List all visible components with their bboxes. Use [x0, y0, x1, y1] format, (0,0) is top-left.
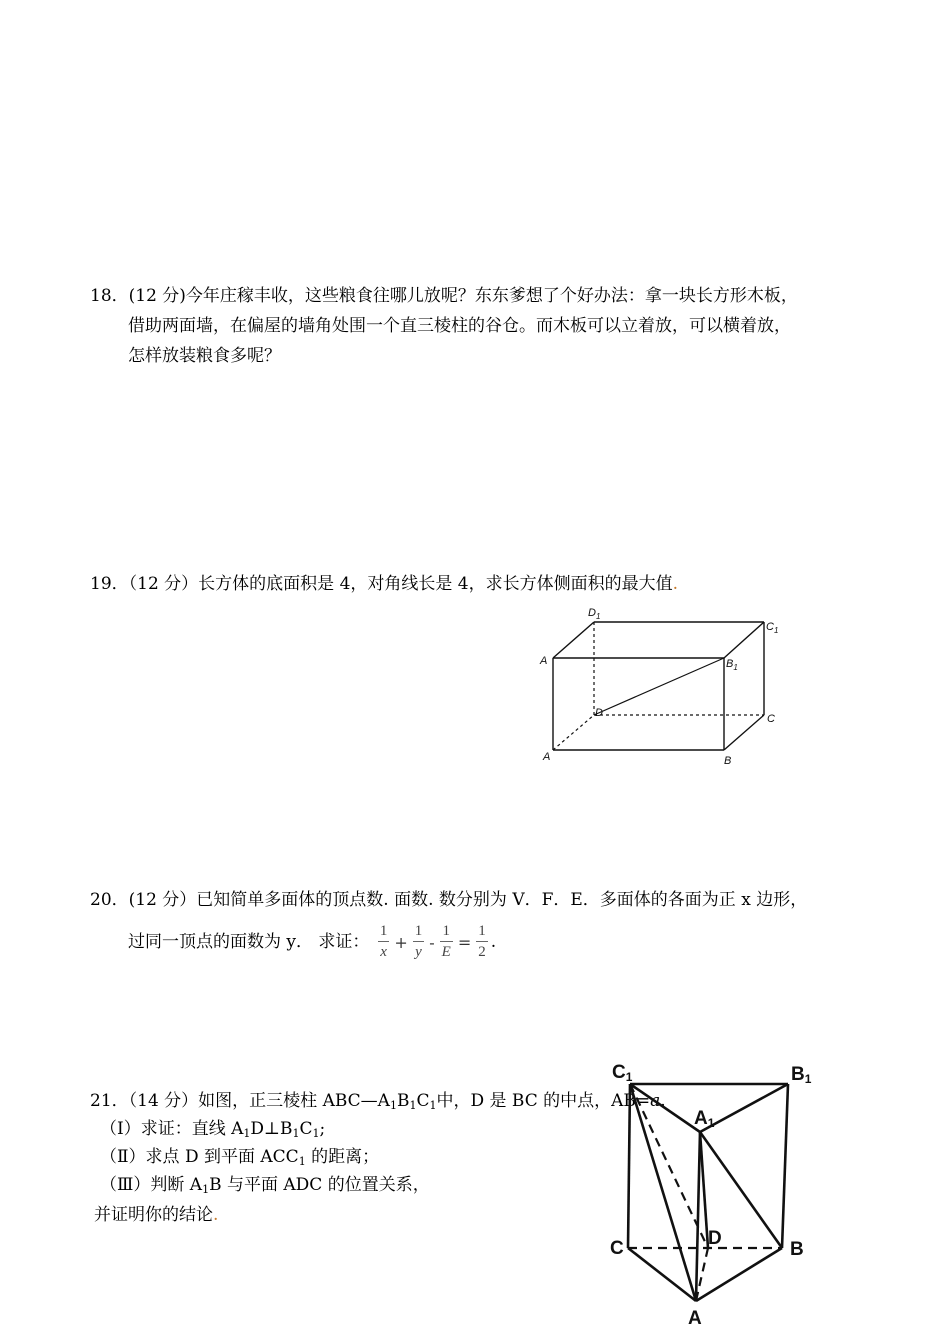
plus-sign: +	[394, 932, 408, 952]
fraction-1-over-e: $\frac{1}{E}$	[441, 923, 451, 960]
label-b1: $B_1$	[726, 658, 738, 672]
q19-end: .	[672, 574, 679, 594]
q21-line1: 21．（14 分）如图，正三棱柱 $ABC—A_1B_1C_1$中，D 是 BC 的中点，AB=a.	[90, 1091, 666, 1112]
prism-label-a1: A1	[694, 1108, 715, 1130]
q19-text	[90, 573, 678, 595]
label-d1: $D_1$	[588, 607, 601, 621]
prism-label-b1: B1	[791, 1064, 812, 1086]
q21-part2: （Ⅱ）求点 D 到平面 $ACC_1$ 的距离；	[100, 1147, 380, 1168]
q18-line1: 18．(12 分)今年庄稼丰收，这些粮食往哪儿放呢？东东爹想了个好办法：拿一块长方形木板，	[90, 286, 798, 306]
q19-body: 19．（12 分）长方体的底面积是 4，对角线长是 4，求长方体侧面积的最大值	[90, 574, 673, 594]
q20-line2	[128, 916, 496, 968]
fraction-1-over-2: $\frac{1}{2}$	[478, 923, 486, 960]
q20-line2-text: 过同一顶点的面数为 y． 求证：	[128, 932, 370, 952]
prism-label-a: A	[688, 1308, 702, 1329]
q21-line5: 并证明你的结论.	[94, 1205, 219, 1225]
label-d: D	[595, 707, 603, 719]
equals-sign: =	[457, 932, 472, 952]
fraction-1-over-x: $\frac{1}{x}$	[379, 923, 388, 960]
label-c1: $C_1$	[766, 621, 779, 635]
prism-label-b: B	[790, 1239, 804, 1260]
q21-part1: （Ⅰ）求证：直线 $A_1D\perp B_1C_1$;	[100, 1119, 326, 1140]
prism-label-c: C	[610, 1238, 624, 1259]
minus-sign: -	[429, 932, 435, 952]
prism-label-c1: C1	[612, 1062, 633, 1084]
prism-label-d: D	[708, 1228, 722, 1249]
q20-line1: 20．(12 分）已知简单多面体的顶点数. 面数. 数分别为 V．F．E．多面体的各面为正 x 边形，	[90, 890, 808, 910]
q18-line3: 怎样放装粮食多呢？	[128, 346, 281, 366]
q21-part3: （Ⅲ）判断 $A_1B$ 与平面 ADC 的位置关系，	[100, 1175, 430, 1196]
q18-line2: 借助两面墙，在偏屋的墙角处围一个直三棱柱的谷仓。而木板可以立着放，可以横着放，	[128, 316, 791, 336]
label-a: A	[543, 751, 551, 763]
label-a1: A	[540, 655, 548, 667]
fraction-1-over-y: $\frac{1}{y}$	[414, 923, 423, 960]
label-c: C	[767, 713, 775, 725]
q20-end: .	[490, 932, 497, 952]
label-b: B	[724, 755, 732, 767]
cuboid-figure	[538, 600, 798, 770]
prism-figure	[600, 1058, 830, 1328]
